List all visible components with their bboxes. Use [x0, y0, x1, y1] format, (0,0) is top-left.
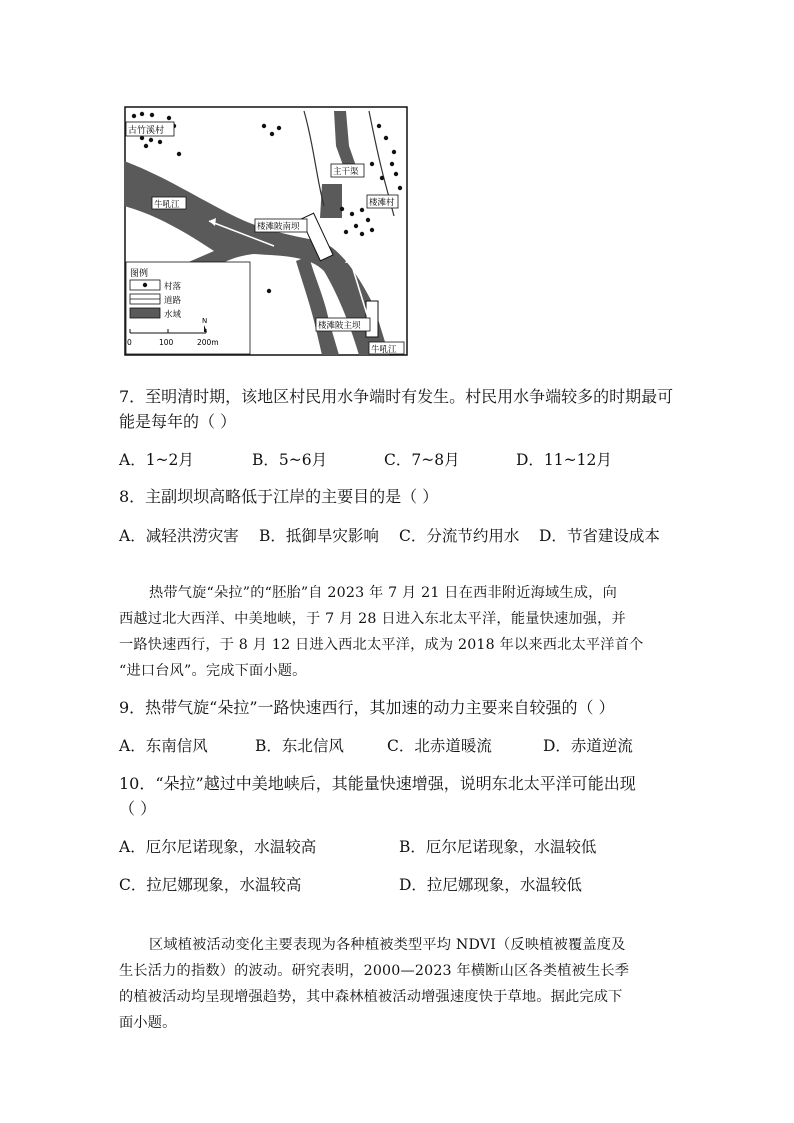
q7-stem-line1: 7．至明清时期，该地区村民用水争端时有发生。村民用水争端较多的时期最可	[119, 387, 674, 406]
label-river-upper: 牛吼江	[154, 200, 180, 210]
passage2-line4: 面小题。	[119, 1015, 177, 1031]
q9-option-b[interactable]: B．东北信风	[255, 737, 344, 755]
label-river-lower: 牛吼江	[371, 345, 397, 355]
q10-option-a[interactable]: A．厄尔尼诺现象，水温较高	[119, 838, 317, 856]
legend-road: 道路	[164, 296, 182, 306]
passage2-line1: 区域植被活动变化主要表现为各种植被类型平均 NDVI（反映植被覆盖度及	[149, 937, 626, 953]
q10-option-d[interactable]: D．拉尼娜现象，水温较低	[399, 876, 582, 894]
passage1-line4: “进口台风”。完成下面小题。	[119, 663, 307, 679]
q7-option-b[interactable]: B．5~6月	[252, 451, 328, 469]
label-loutan: 楼滩村	[369, 198, 395, 208]
scale-label-100: 100	[159, 338, 174, 347]
scale-label-200: 200m	[197, 338, 219, 347]
label-guzhu: 古竹溪村	[128, 126, 165, 136]
q10-option-b[interactable]: B．厄尔尼诺现象，水温较低	[399, 838, 597, 856]
q9-option-d[interactable]: D．赤道逆流	[543, 737, 633, 755]
legend-water: 水域	[164, 310, 182, 320]
q8-option-b[interactable]: B．抵御旱灾影响	[259, 527, 379, 545]
q9-option-a[interactable]: A．东南信风	[119, 737, 208, 755]
legend-title: 图例	[130, 269, 149, 279]
legend-village-dot	[143, 283, 147, 287]
q8-option-a[interactable]: A．减轻洪涝灾害	[119, 527, 239, 545]
passage1-line3: 一路快速西行，于 8 月 12 日进入西北太平洋，成为 2018 年以来西北太平洋首个	[119, 637, 644, 653]
q7-option-a[interactable]: A．1~2月	[119, 451, 194, 469]
passage2-line2: 生长活力的指数）的波动。研究表明，2000—2023 年横断山区各类植被生长季	[119, 963, 630, 979]
q8-option-d[interactable]: D．节省建设成本	[539, 527, 660, 545]
q7-option-c[interactable]: C．7~8月	[384, 451, 460, 469]
q10-stem-line1: 10．“朵拉”越过中美地峡后，其能量快速增强，说明东北太平洋可能出现	[119, 774, 636, 793]
q7-option-d[interactable]: D．11~12月	[516, 451, 612, 469]
q10-option-c[interactable]: C．拉尼娜现象，水温较高	[119, 876, 302, 894]
scale-label-0: 0	[127, 338, 132, 347]
passage1-line1: 热带气旋“朵拉”的“胚胎”自 2023 年 7 月 21 日在西非附近海域生成，向	[149, 585, 617, 601]
q10-stem-line2: （ ）	[119, 799, 157, 818]
q8-stem: 8．主副坝坝高略低于江岸的主要目的是（ ）	[119, 487, 439, 506]
map-svg	[124, 106, 408, 356]
legend-village: 村落	[164, 282, 182, 292]
label-south-dam: 楼滩陂南坝	[257, 222, 300, 232]
label-main-dam: 楼滩陂主坝	[318, 321, 361, 331]
legend-water-swatch	[130, 308, 160, 318]
passage-typhoon	[119, 580, 675, 684]
passage1-line2: 西越过北大西洋、中美地峡，于 7 月 28 日进入东北太平洋，能量快速加强，并	[119, 611, 626, 627]
passage-vegetation	[119, 932, 675, 1036]
q9-option-c[interactable]: C．北赤道暖流	[387, 737, 492, 755]
q8-option-c[interactable]: C．分流节约用水	[399, 527, 520, 545]
north-arrow-label: N	[202, 317, 208, 325]
passage2-line3: 的植被活动均呈现增强趋势，其中森林植被活动增强速度快于草地。据此完成下	[119, 989, 623, 1005]
river-dam-map	[124, 106, 408, 356]
q9-stem: 9．热带气旋“朵拉”一路快速西行，其加速的动力主要来自较强的（ ）	[119, 698, 615, 717]
label-main-canal: 主干渠	[333, 167, 359, 177]
q7-stem-line2: 能是每年的（ ）	[119, 412, 237, 431]
